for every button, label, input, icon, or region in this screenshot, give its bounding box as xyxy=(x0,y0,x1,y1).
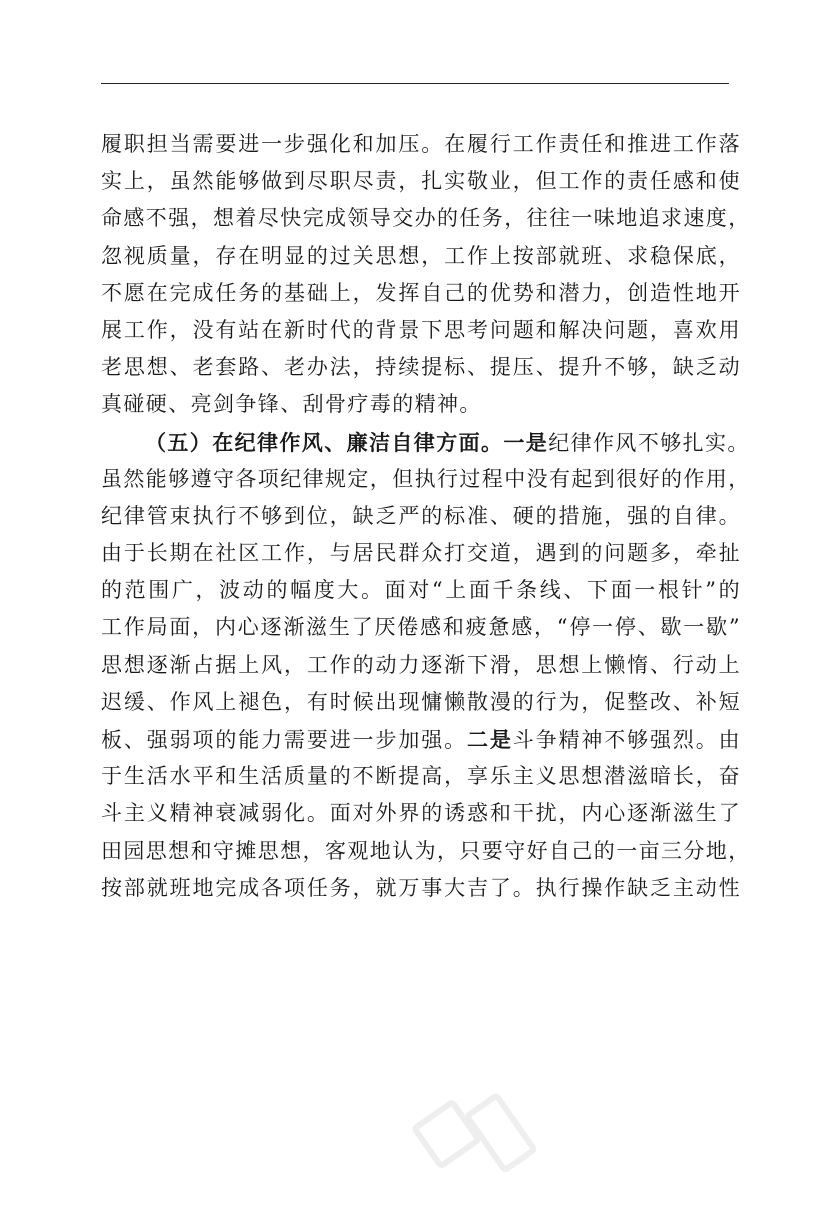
point-label: 一是 xyxy=(503,429,549,455)
paragraph-line: 的范围广，波动的幅度大。面对“上面千条线、下面一根针”的 xyxy=(101,578,741,603)
section-heading-line xyxy=(101,424,750,461)
paragraph-line: 不愿在完成任务的基础上，发挥自己的优势和潜力，创造性地开 xyxy=(101,280,741,305)
line-text: 板、强弱项的能力需要进一步加强。 xyxy=(101,728,467,752)
paragraph-line: 忽视质量，存在明显的过关思想，工作上按部就班、求稳保底， xyxy=(101,243,741,268)
paragraph-line: 按部就班地完成各项任务，就万事大吉了。执行操作缺乏主动性 xyxy=(101,875,741,900)
paragraph-line: 田园思想和守摊思想，客观地认为，只要守好自己的一亩三分地， xyxy=(101,838,751,863)
paragraph-line: 工作局面，内心逐渐滋生了厌倦感和疲惫感，“停一停、歇一歇” xyxy=(101,615,741,640)
paragraph-line: 于生活水平和生活质量的不断提高，享乐主义思想潜滋暗长，奋 xyxy=(101,764,741,789)
paragraph-line: 思想逐渐占据上风，工作的动力逐渐下滑，思想上懒惰、行动上 xyxy=(101,652,741,677)
paragraph-line: 实上，虽然能够做到尽职尽责，扎实敬业，但工作的责任感和使 xyxy=(101,169,741,194)
point-label: 二是 xyxy=(466,727,513,752)
point-title: 纪律作风不够扎实。 xyxy=(548,430,750,455)
paragraph-line: 老思想、老套路、老办法，持续提标、提压、提升不够，缺乏动 xyxy=(101,355,741,380)
paragraph-line: 纪律管束执行不够到位，缺乏严的标准、硬的措施，强的自律。 xyxy=(101,503,741,528)
paragraph-line: 由于长期在社区工作，与居民群众打交道，遇到的问题多，牵扯 xyxy=(101,541,741,566)
document-body xyxy=(101,126,751,907)
paragraph-line: 斗主义精神衰减弱化。面对外界的诱惑和干扰，内心逐渐滋生了 xyxy=(101,801,741,826)
watermark-icon xyxy=(396,1056,563,1223)
paragraph-line: 迟缓、作风上褪色，有时候出现慵懒散漫的行为，促整改、补短 xyxy=(101,689,741,714)
section-heading: （五）在纪律作风、廉洁自律方面。 xyxy=(145,429,504,455)
paragraph-line: 命感不强，想着尽快完成领导交办的任务，往往一味地追求速度， xyxy=(101,206,751,231)
paragraph-line: 展工作，没有站在新时代的背景下思考问题和解决问题，喜欢用 xyxy=(101,317,741,342)
header-rule xyxy=(101,83,729,84)
paragraph-line xyxy=(101,721,741,758)
paragraph-line: 虽然能够遵守各项纪律规定，但执行过程中没有起到很好的作用， xyxy=(101,466,751,491)
paragraph-line: 履职担当需要进一步强化和加压。在履行工作责任和推进工作落 xyxy=(101,132,741,156)
paragraph-line: 真碰硬、亮剑争锋、刮骨疗毒的精神。 xyxy=(101,392,482,417)
line-text: 斗争精神不够强烈。由 xyxy=(512,728,741,752)
